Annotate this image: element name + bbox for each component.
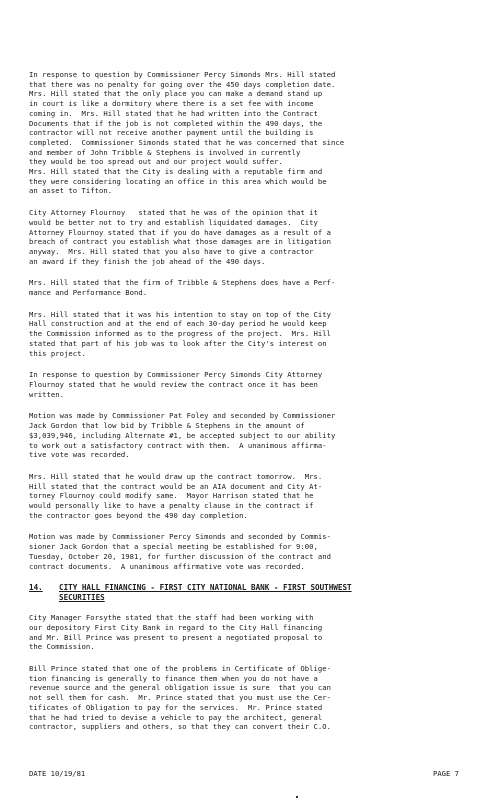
paragraph-contract-review: In response to question by Commissioner Percy Simonds City Attorney Flournoy stated that he would review the contract once it has been written. <box>29 370 323 399</box>
paragraph-liquidated-damages: City Attorney Flournoy stated that he was of the opinion that it would be better not to try and establish liquidated damages. City Attorney Flournoy stated that if you do have damages as a result of a breach of contract you establish what those damages are in litigation anyway. Mrs. Hill stated that you also have to give a contractor an award if they finish the job ahead of the 490 days. <box>29 208 332 266</box>
footer-date: DATE 10/19/81 <box>29 769 86 778</box>
scan-speck <box>296 796 298 798</box>
paragraph-performance-bond: Mrs. Hill stated that the firm of Tribble & Stephens does have a Perf- mance and Performance Bond. <box>29 278 336 298</box>
paragraph-progress-reports: Mrs. Hill stated that it was his intention to stay on top of the City Hall construction and at the end of each 30-day period he would keep the Commission informed as to the progress of the project. Mrs. Hill stated that part of his job was to look after the City's interest on this project. <box>29 309 332 358</box>
footer-page-number: PAGE 7 <box>433 769 459 778</box>
paragraph-aia-document: Mrs. Hill stated that he would draw up the contract tomorrow. Mrs. Hill stated that the contract would be an AIA document and City At- torney Flournoy could modify same. Mayor Harrison stated that he would personally like to have a penalty clause in the contract if the contractor goes beyond the 490 day completion. <box>29 471 323 520</box>
minutes-page <box>29 70 459 744</box>
section-heading <box>29 583 459 603</box>
paragraph-penalty-discussion: In response to question by Commissioner Percy Simonds Mrs. Hill stated that there was no penalty for going over the 450 days completion date. Mrs. Hill stated that the only place you can make a demand stand up in court is like a dormitory where there is a set fee with income coming in. Mrs. Hill stated that he had written into the Contract Documents that if the job is not completed within the 490 days, the contractor will not receive another payment until the building is completed. Commissioner Simonds stated that he was concerned that since and member of John Tribble & Stephens is involved in currently they would be too spread out and our project would suffer. Mrs. Hill stated that the City is dealing with a reputable firm and they were considering locating an office in this area which would be an asset to Tifton. <box>29 70 345 196</box>
paragraph-certificate-obligation: Bill Prince stated that one of the problems in Certificate of Oblige- tion financing is generally to finance them when you do not have a revenue source and the general obligation issue is sure that you can not sell them for cash. Mr. Prince stated that you must use the Cer- tificates of Obligation to pay for the services. Mr. Prince stated that he had tried to devise a vehicle to pay the architect, general contractor, suppliers and others, so that they can convert their C.O. <box>29 664 332 732</box>
section-title: CITY HALL FINANCING - FIRST CITY NATIONAL BANK - FIRST SOUTHWEST SECURITIES <box>59 583 352 603</box>
section-number: 14. <box>29 583 43 593</box>
paragraph-special-meeting-motion: Motion was made by Commissioner Percy Simonds and seconded by Commis- sioner Jack Gordon that a special meeting be established for 9:00, Tuesday, October 20, 1981, for further discussion of the contract and contract documents. A unanimous affirmative vote was recorded. <box>29 532 332 571</box>
page-footer <box>29 769 459 778</box>
paragraph-depository-proposal: City Manager Forsythe stated that the staff had been working with our depository First City Bank in regard to the City Hall financing and Mr. Bill Prince was present to present a negotiated proposal to the Commission. <box>29 613 323 652</box>
paragraph-bid-motion: Motion was made by Commissioner Pat Foley and seconded by Commissioner Jack Gordon that low bid by Tribble & Stephens in the amount of $3,039,946, including Alternate #1, be accepted subject to our ability to work out a satisfactory contract with them. A unanimous affirma- tive vote was recorded. <box>29 411 336 460</box>
